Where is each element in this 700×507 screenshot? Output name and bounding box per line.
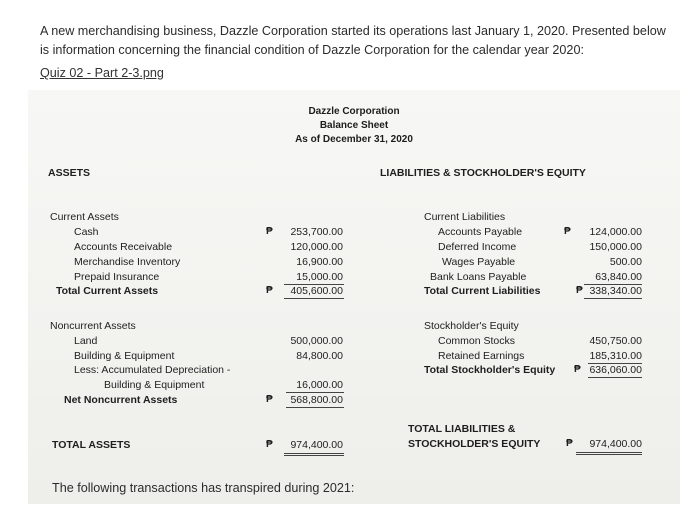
depreciation-building-equipment-label: Building & Equipment — [104, 379, 205, 391]
accounts-receivable-value: 120,000.00 — [290, 241, 343, 253]
total-liabilities-equity-label-line1: TOTAL LIABILITIES & — [408, 423, 516, 435]
underline — [584, 298, 642, 299]
transactions-intro: The following transactions has transpired during 2021: — [52, 481, 355, 495]
underline — [284, 455, 344, 456]
quiz-image-link[interactable]: Quiz 02 - Part 2-3.png — [40, 66, 164, 80]
retained-earnings-value: 185,310.00 — [589, 350, 642, 362]
noncurrent-assets-heading: Noncurrent Assets — [50, 320, 136, 332]
prepaid-insurance-value: 15,000.00 — [296, 271, 343, 283]
net-noncurrent-assets-label: Net Noncurrent Assets — [64, 394, 178, 406]
total-assets-value: 974,400.00 — [290, 439, 343, 451]
peso-sign: ₱ — [576, 285, 583, 296]
total-liabilities-equity-label-line2: STOCKHOLDER'S EQUITY — [408, 438, 541, 450]
land-value: 500,000.00 — [290, 335, 343, 347]
underline — [576, 452, 642, 453]
cash-value: 253,700.00 — [290, 226, 343, 238]
total-current-liabilities-label: Total Current Liabilities — [424, 285, 541, 297]
accumulated-depreciation-value: 16,000.00 — [296, 379, 343, 391]
accounts-payable-label: Accounts Payable — [438, 226, 523, 238]
peso-sign: ₱ — [266, 394, 273, 405]
bank-loans-payable-value: 63,840.00 — [595, 271, 642, 283]
intro-paragraph: A new merchandising business, Dazzle Corporation started its operations last January 1, 2020. Presented below is information concerning the financial condition of Dazzle Corporation for the calendar year 2020: — [40, 24, 666, 57]
assets-heading: ASSETS — [48, 167, 91, 179]
bank-loans-payable-label: Bank Loans Payable — [430, 271, 527, 283]
wages-payable-label: Wages Payable — [442, 256, 516, 268]
prepaid-insurance-label: Prepaid Insurance — [74, 271, 160, 283]
underline — [284, 298, 344, 299]
building-equipment-value: 84,800.00 — [296, 350, 343, 362]
peso-sign: ₱ — [574, 364, 581, 375]
peso-sign: ₱ — [566, 438, 573, 449]
merchandise-inventory-value: 16,900.00 — [296, 256, 343, 268]
building-equipment-label: Building & Equipment — [74, 350, 175, 362]
common-stocks-label: Common Stocks — [438, 335, 516, 347]
peso-sign: ₱ — [266, 285, 273, 296]
accumulated-depreciation-label: Less: Accumulated Depreciation - — [74, 364, 231, 376]
total-liabilities-equity-value: 974,400.00 — [589, 438, 642, 450]
wages-payable-value: 500.00 — [609, 256, 642, 268]
current-assets-heading: Current Assets — [50, 211, 119, 223]
peso-sign: ₱ — [564, 226, 571, 237]
total-stockholders-equity-label: Total Stockholder's Equity — [424, 364, 556, 376]
statement-title: Balance Sheet — [319, 120, 389, 131]
total-current-liabilities-value: 338,340.00 — [589, 285, 642, 297]
current-liabilities-heading: Current Liabilities — [424, 211, 506, 223]
land-label: Land — [74, 335, 98, 347]
underline — [286, 392, 344, 393]
deferred-income-value: 150,000.00 — [589, 241, 642, 253]
accounts-receivable-label: Accounts Receivable — [74, 241, 173, 253]
underline — [588, 377, 642, 378]
total-stockholders-equity-value: 636,060.00 — [589, 364, 642, 376]
merchandise-inventory-label: Merchandise Inventory — [74, 256, 181, 268]
statement-date: As of December 31, 2020 — [295, 134, 413, 145]
underline — [284, 453, 344, 454]
total-current-assets-label: Total Current Assets — [56, 285, 159, 297]
total-current-assets-value: 405,600.00 — [290, 285, 343, 297]
total-assets-label: TOTAL ASSETS — [52, 439, 131, 451]
net-noncurrent-assets-value: 568,800.00 — [290, 394, 343, 406]
underline — [576, 454, 642, 455]
accounts-payable-value: 124,000.00 — [589, 226, 642, 238]
underline — [286, 407, 344, 408]
company-name: Dazzle Corporation — [308, 106, 400, 117]
peso-sign: ₱ — [266, 439, 273, 450]
stockholders-equity-heading: Stockholder's Equity — [424, 320, 519, 332]
peso-sign: ₱ — [266, 226, 273, 237]
common-stocks-value: 450,750.00 — [589, 335, 642, 347]
cash-label: Cash — [74, 226, 99, 238]
liabilities-equity-heading: LIABILITIES & STOCKHOLDER'S EQUITY — [380, 167, 586, 179]
deferred-income-label: Deferred Income — [438, 241, 517, 253]
retained-earnings-label: Retained Earnings — [438, 350, 525, 362]
balance-sheet-image — [28, 90, 680, 504]
